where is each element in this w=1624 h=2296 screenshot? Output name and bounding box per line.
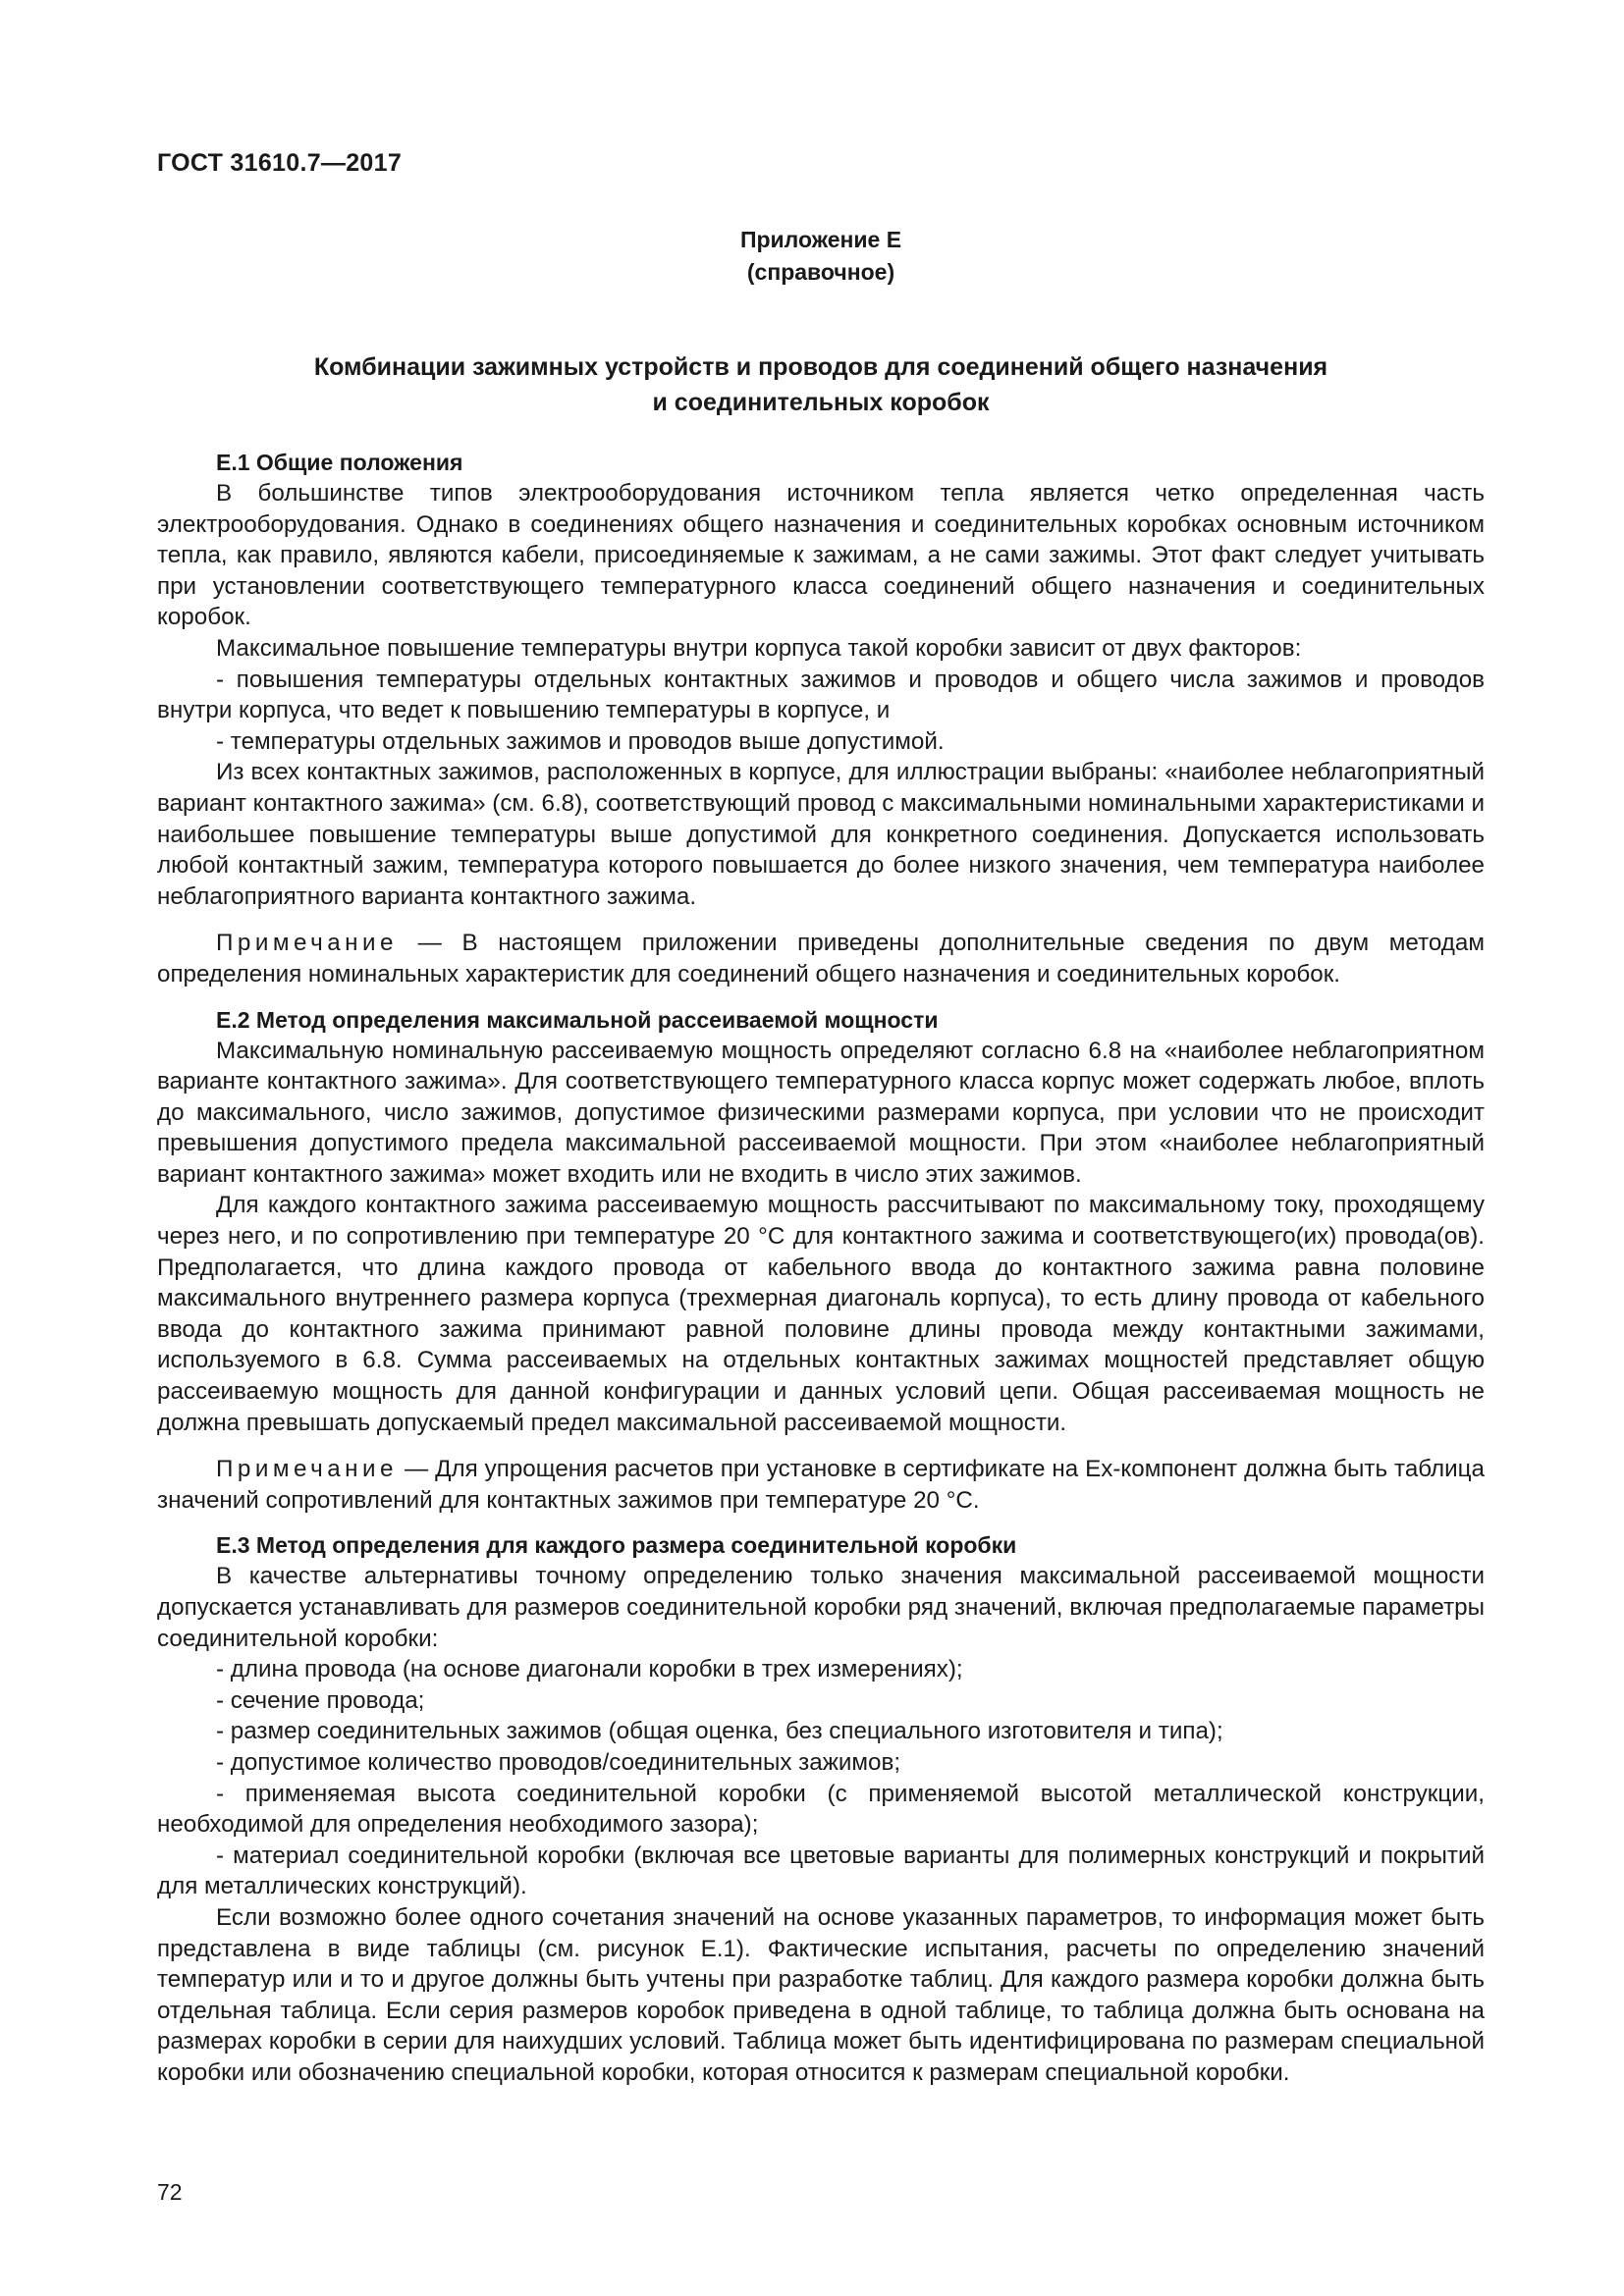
paragraph: Если возможно более одного сочетания значений на основе указанных параметров, то информация может быть представлена в виде таблицы (см. рисунок Е.1). Фактические испытания, расчеты по определению значений температур или и то и другое должны быть учтены при разработке таблиц. Для каждого размера коробки должна быть отдельная таблица. Если серия размеров коробок приведена в одной таблице, то таблица должна быть основана на размерах коробки в серии для наихудших условий. Таблица может быть идентифицирована по размерам специальной коробки или обозначению специальной коробки, которая относится к размерам специальной коробки.	[157, 1903, 1485, 2086]
list-item: - длина провода (на основе диагонали коробки в трех измерениях);	[216, 1656, 963, 1683]
section-heading-e2: Е.2 Метод определения максимальной рассеиваемой мощности	[216, 1006, 939, 1033]
paragraph: Для каждого контактного зажима рассеиваемую мощность рассчитывают по максимальному току, проходящему через него, и по сопротивлению при температуре 20 °С для контактного зажима и соответствующего(их) провода(ов). Предполагается, что длина каждого провода от кабельного ввода до контактного зажима равна половине максимального внутреннего размера корпуса (трехмерная диагональ корпуса), то есть длину провода от кабельного ввода до контактного зажима принимают равной половине длины провода между контактными зажимами, используемого в 6.8. Сумма рассеиваемых на отдельных контактных зажимах мощностей представляет общую рассеиваемую мощность для данной конфигурации и данных условий цепи. Общая рассеиваемая мощность не должна превышать допускаемый предел максимальной рассеиваемой мощности.	[157, 1192, 1485, 1436]
note-paragraph	[157, 1454, 1485, 1516]
appendix-label: Приложение Е	[739, 227, 902, 252]
paragraph: В качестве альтернативы точному определению только значения максимальной рассеиваемой мощности допускается устанавливать для размеров соединительной коробки ряд значений, включая предполагаемые параметры соединительной коробки:	[157, 1563, 1485, 1652]
paragraph: Максимальное повышение температуры внутри корпуса такой коробки зависит от двух факторов:	[216, 634, 1302, 662]
document-title-line-2: и соединительных коробок	[652, 389, 990, 416]
note-text: — Для упрощения расчетов при установке в сертификате на Ех-компонент должна быть таблица значений сопротивлений для контактных зажимов при температуре 20 °С.	[157, 1456, 1485, 1514]
appendix-heading	[157, 224, 1485, 289]
list-item: - применяемая высота соединительной коробки (с применяемой высотой металлической конструкции, необходимой для определения необходимого зазора);	[157, 1780, 1485, 1839]
note-text: — В настоящем приложении приведены дополнительные сведения по двум методам определения номинальных характеристик для соединений общего назначения и соединительных коробок.	[157, 930, 1485, 988]
note-paragraph	[157, 928, 1485, 989]
paragraph: Из всех контактных зажимов, расположенных в корпусе, для иллюстрации выбраны: «наиболее неблагоприятный вариант контактного зажима» (см. 6.8), соответствующий провод с максимальными номинальными характеристиками и наибольшее повышение температуры выше допустимой для конкретного соединения. Допускается использовать любой контактный зажим, температура которого повышается до более низкого значения, чем температура наиболее неблагоприятного варианта контактного зажима.	[157, 759, 1485, 910]
list-item: - сечение провода;	[216, 1686, 425, 1714]
paragraph: - температуры отдельных зажимов и проводов выше допустимой.	[216, 727, 945, 755]
paragraph: Максимальную номинальную рассеиваемую мощность определяют согласно 6.8 на «наиболее неблагоприятном варианте контактного зажима». Для соответствующего температурного класса корпус может содержать любое, вплоть до максимального, число зажимов, допустимое физическими размерами корпуса, при условии что не происходит превышения допустимого предела максимальной рассеиваемой мощности. При этом «наиболее неблагоприятный вариант контактного зажима» может входить или не входить в число этих зажимов.	[157, 1037, 1485, 1188]
section-heading-e1: Е.1 Общие положения	[216, 450, 463, 475]
list-item: - размер соединительных зажимов (общая оценка, без специального изготовителя и типа);	[216, 1718, 1223, 1745]
document-title-line-1: Комбинации зажимных устройств и проводов для соединений общего назначения	[313, 353, 1328, 381]
document-body	[157, 447, 1485, 2089]
list-item: - допустимое количество проводов/соединительных зажимов;	[216, 1748, 901, 1776]
page-number: 72	[157, 2179, 183, 2205]
standard-header: ГОСТ 31610.7—2017	[157, 149, 403, 177]
paragraph: В большинстве типов электрооборудования источником тепла является четко определенная часть электрооборудования. Однако в соединениях общего назначения и соединительных коробках основным источником тепла, как правило, являются кабели, присоединяемые к зажимам, а не сами зажимы. Этот факт следует учитывать при установлении соответствующего температурного класса соединений общего назначения и соединительных коробок.	[157, 480, 1485, 631]
list-item: - материал соединительной коробки (включая все цветовые варианты для полимерных конструкций и покрытий для металлических конструкций).	[157, 1842, 1485, 1900]
note-label: Примечание	[216, 930, 398, 957]
paragraph: - повышения температуры отдельных контактных зажимов и проводов и общего числа зажимов и проводов внутри корпуса, что ведет к повышению температуры в корпусе, и	[157, 666, 1485, 724]
document-title	[157, 349, 1485, 420]
note-label: Примечание	[216, 1456, 398, 1483]
appendix-type: (справочное)	[746, 259, 895, 285]
section-heading-e3: Е.3 Метод определения для каждого размера соединительной коробки	[216, 1532, 1017, 1559]
